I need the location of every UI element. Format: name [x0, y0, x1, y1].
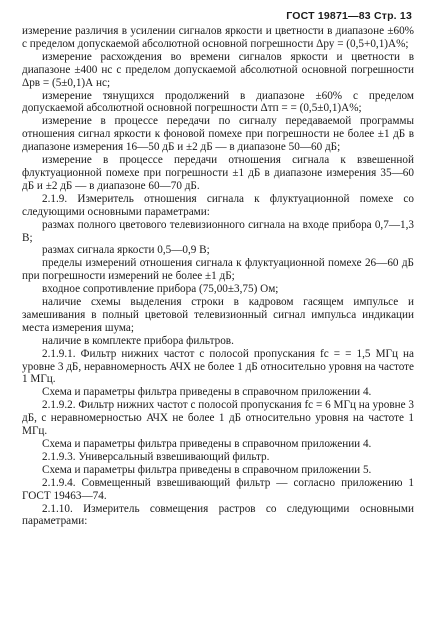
paragraph: измерение расхождения во времени сигналов яркости и цветности в диапазоне ±400 нс с пределом допускаемой абсолютной основной погрешности Δрв = (5±0,1)А нс;: [22, 50, 414, 89]
document-body: [22, 25, 414, 528]
paragraph: измерение различия в усилении сигналов яркости и цветности в диапазоне ±60% с пределом допускаемой абсолютной основной погрешности Δру = (0,5+0,1)А%;: [22, 25, 414, 50]
section-heading: 2.1.10. Измеритель совмещения растров со следующими основными параметрами:: [22, 502, 414, 528]
paragraph: пределы измерений отношения сигнала к флуктуационной помехе 26—60 дБ при погрешности измерений не более ±1 дБ;: [22, 257, 414, 283]
paragraph: измерение тянущихся продолжений в диапазоне ±60% с пределом допускаемой абсолютной основной погрешности Δтп = = (0,5±0,1)А%;: [22, 89, 414, 115]
paragraph: входное сопротивление прибора (75,00±3,75) Ом;: [42, 283, 279, 296]
page-header: ГОСТ 19871—83 Стр. 13: [286, 10, 412, 22]
paragraph: Схема и параметры фильтра приведены в справочном приложении 4.: [42, 438, 372, 450]
section-heading: 2.1.9.3. Универсальный взвешивающий фильтр.: [42, 450, 270, 463]
paragraph: наличие в комплекте прибора фильтров.: [42, 334, 234, 347]
section-heading: 2.1.9. Измеритель отношения сигнала к флуктуационной помехе со следующими основными параметрами:: [22, 192, 414, 218]
paragraph: измерение в процессе передачи отношения сигнала к взвешенной флуктуационной помехе при погрешности ±1 дБ в диапазоне измерения 35—60 дБ и ±2 дБ — в диапазоне 60—70 дБ.: [22, 154, 414, 192]
paragraph: размах полного цветового телевизионного сигнала на входе прибора 0,7—1,3 В;: [22, 218, 414, 244]
paragraph: наличие схемы выделения строки в кадровом гасящем импульсе и замешивания в полный цветовой телевизионный сигнал импульса индикации места измерения шума;: [22, 296, 414, 334]
section-heading: 2.1.9.4. Совмещенный взвешивающий фильтр — согласно приложению 1 ГОСТ 19463—74.: [22, 476, 414, 502]
paragraph: Схема и параметры фильтра приведены в справочном приложении 5.: [42, 463, 372, 476]
paragraph: размах сигнала яркости 0,5—0,9 В;: [42, 244, 210, 257]
section-heading: 2.1.9.1. Фильтр нижних частот с полосой пропускания fс = = 1,5 МГц на уровне 3 дБ, неравномерность АЧХ не более 1 дБ относительно уровня на частоте 1 МГц.: [22, 347, 414, 386]
paragraph: измерение в процессе передачи по сигналу передаваемой программы отношения сигнал яркости к фоновой помехе при погрешности не более ±1 дБ в диапазоне измерения 16—50 дБ и ±2 дБ — в диапазоне 50—60 дБ;: [22, 115, 414, 154]
paragraph: Схема и параметры фильтра приведены в справочном приложении 4.: [42, 386, 372, 399]
section-heading: 2.1.9.2. Фильтр нижних частот с полосой пропускания fс = 6 МГц на уровне 3 дБ, с неравномерностью АЧХ не более 1 дБ относительно уровня на частоте 1 МГц.: [22, 399, 414, 438]
